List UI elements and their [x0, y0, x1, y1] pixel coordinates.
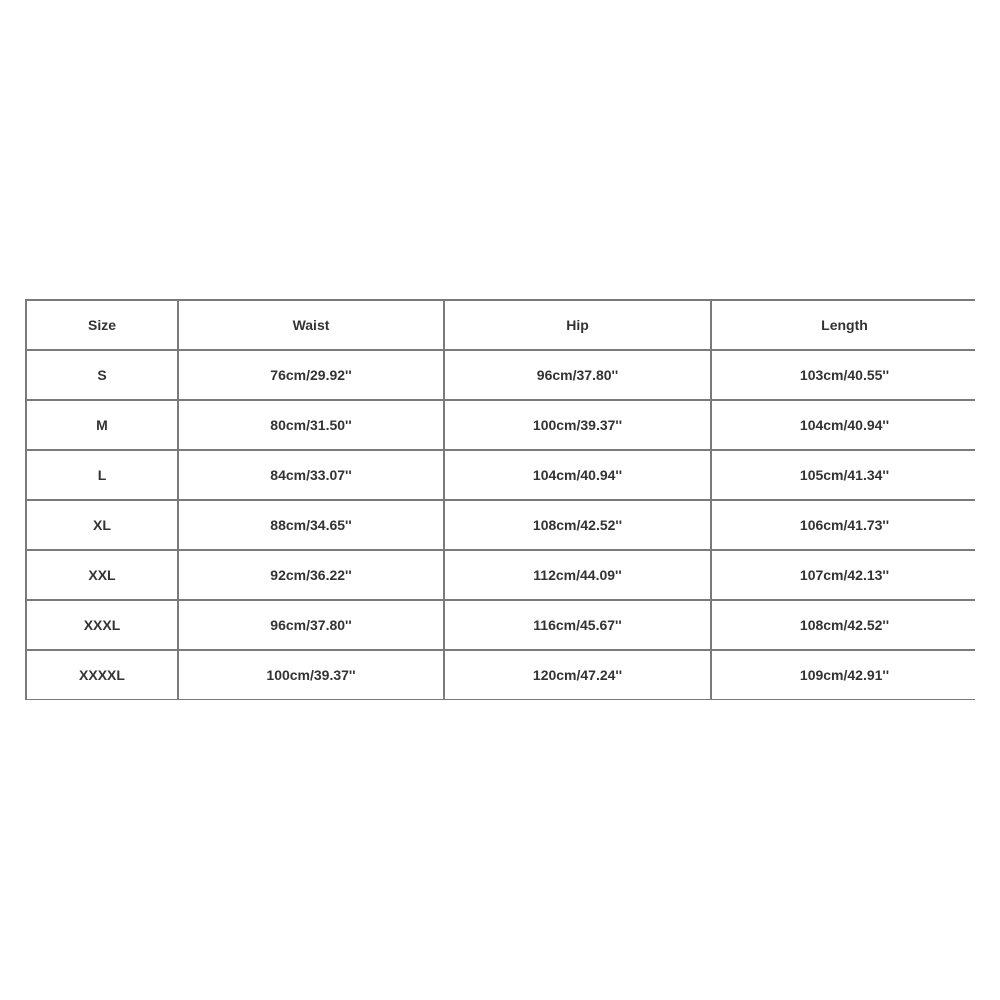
length-cell: 105cm/41.34''	[712, 451, 977, 499]
size-cell: XXXL	[27, 601, 177, 649]
size-cell: XL	[27, 501, 177, 549]
size-cell: M	[27, 401, 177, 449]
waist-cell: 96cm/37.80''	[179, 601, 443, 649]
length-cell: 106cm/41.73''	[712, 501, 977, 549]
size-cell: XXL	[27, 551, 177, 599]
waist-cell: 88cm/34.65''	[179, 501, 443, 549]
waist-cell: 76cm/29.92''	[179, 351, 443, 399]
hip-cell: 116cm/45.67''	[445, 601, 710, 649]
waist-cell: 100cm/39.37''	[179, 651, 443, 699]
length-cell: 108cm/42.52''	[712, 601, 977, 649]
size-cell: XXXXL	[27, 651, 177, 699]
header-waist: Waist	[179, 301, 443, 349]
hip-cell: 104cm/40.94''	[445, 451, 710, 499]
size-cell: L	[27, 451, 177, 499]
header-size: Size	[27, 301, 177, 349]
hip-cell: 112cm/44.09''	[445, 551, 710, 599]
header-hip: Hip	[445, 301, 710, 349]
waist-cell: 84cm/33.07''	[179, 451, 443, 499]
length-cell: 104cm/40.94''	[712, 401, 977, 449]
waist-cell: 92cm/36.22''	[179, 551, 443, 599]
length-cell: 107cm/42.13''	[712, 551, 977, 599]
waist-cell: 80cm/31.50''	[179, 401, 443, 449]
size-chart-table	[25, 299, 975, 700]
size-cell: S	[27, 351, 177, 399]
length-cell: 103cm/40.55''	[712, 351, 977, 399]
header-length: Length	[712, 301, 977, 349]
hip-cell: 96cm/37.80''	[445, 351, 710, 399]
hip-cell: 120cm/47.24''	[445, 651, 710, 699]
hip-cell: 108cm/42.52''	[445, 501, 710, 549]
length-cell: 109cm/42.91''	[712, 651, 977, 699]
hip-cell: 100cm/39.37''	[445, 401, 710, 449]
